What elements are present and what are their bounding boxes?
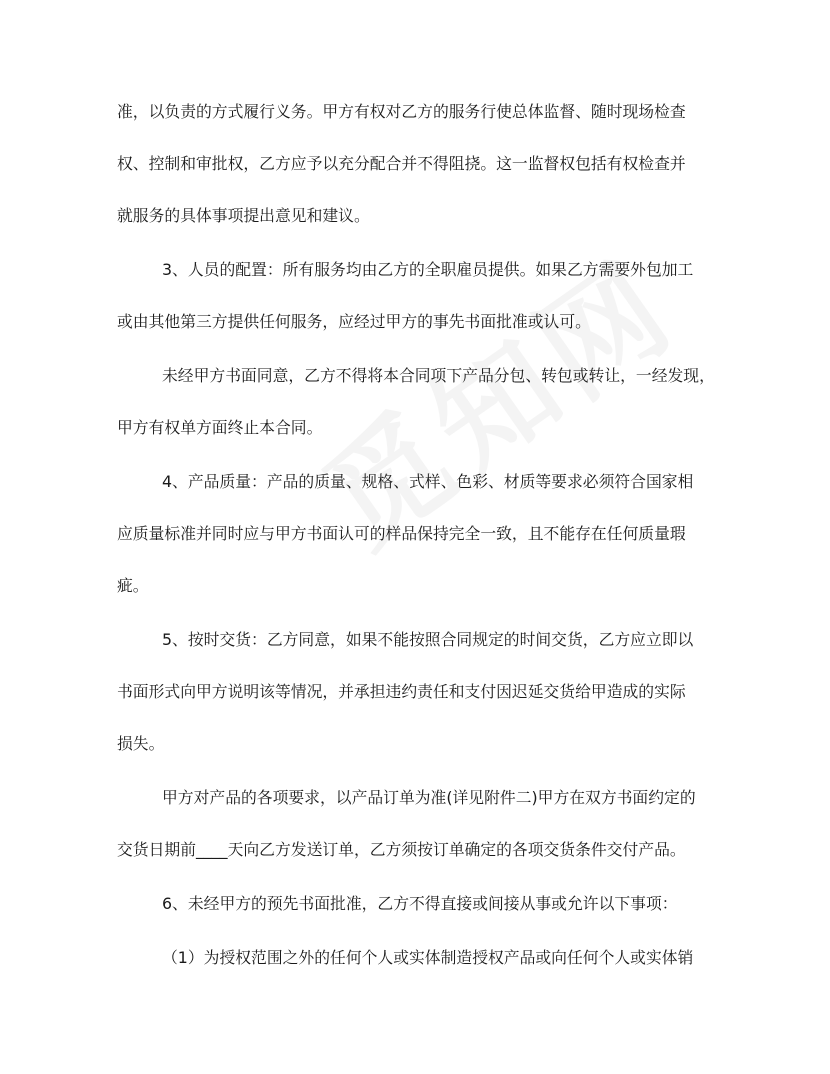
text-line: 就服务的具体事项提出意见和建议。	[117, 206, 370, 225]
text-line: 甲方有权单方面终止本合同。	[117, 418, 323, 437]
text-line: （1）为授权范围之外的任何个人或实体制造授权产品或向任何个人或实体销	[162, 948, 694, 967]
text-line: 5、按时交货：乙方同意，如果不能按照合同规定的时间交货，乙方应立即以	[162, 630, 694, 649]
text-line: 准，以负责的方式履行义务。甲方有权对乙方的服务行使总体监督、随时现场检查	[117, 102, 686, 121]
text-line: 未经甲方书面同意，乙方不得将本合同项下产品分包、转包或转让，一经发现，	[162, 366, 715, 385]
text-line: 或由其他第三方提供任何服务，应经过甲方的事先书面批准或认可。	[117, 312, 591, 331]
text-line: 3、人员的配置：所有服务均由乙方的全职雇员提供。如果乙方需要外包加工	[162, 260, 694, 279]
text-line: 损失。	[117, 734, 165, 753]
text-line: 书面形式向甲方说明该等情况，并承担违约责任和支付因迟延交货给甲造成的实际	[117, 682, 686, 701]
text-line: 4、产品质量：产品的质量、规格、式样、色彩、材质等要求必须符合国家相	[162, 472, 694, 491]
text-line: 交货日期前____天向乙方发送订单，乙方须按订单确定的各项交货条件交付产品。	[117, 840, 686, 859]
text-line: 甲方对产品的各项要求，以产品订单为准(详见附件二)甲方在双方书面约定的	[162, 788, 696, 807]
text-line: 应质量标准并同时应与甲方书面认可的样品保持完全一致，且不能存在任何质量瑕	[117, 524, 686, 543]
text-line: 疵。	[117, 576, 149, 595]
text-line: 6、未经甲方的预先书面批准，乙方不得直接或间接从事或允许以下事项：	[162, 894, 678, 913]
text-line: 权、控制和审批权，乙方应予以充分配合并不得阻挠。这一监督权包括有权检查并	[117, 154, 686, 173]
